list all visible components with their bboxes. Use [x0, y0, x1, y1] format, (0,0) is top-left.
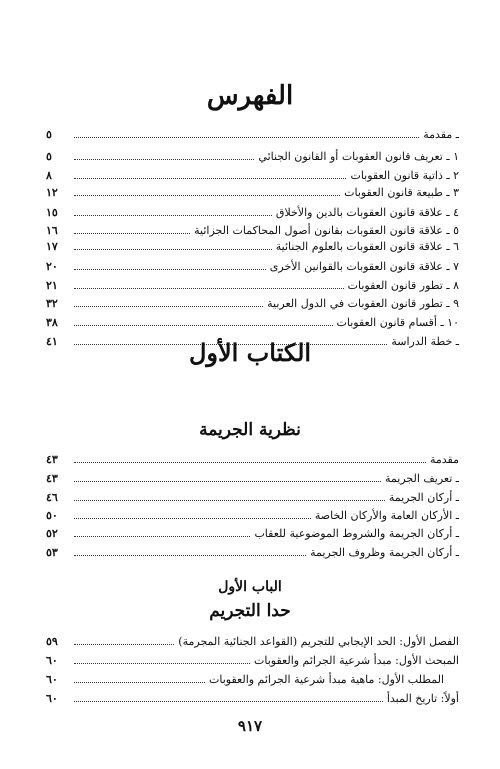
- toc-label: ٥ ـ علاقة قانون العقوبات بقانون أصول المحاكمات الجزائية: [194, 224, 459, 237]
- toc-row: [46, 126, 459, 143]
- dot-leader: [74, 671, 205, 683]
- dot-leader: [74, 238, 272, 250]
- toc-row: [46, 204, 459, 221]
- toc-page-number: ٤٦: [46, 491, 58, 504]
- toc-row: [46, 451, 459, 468]
- toc-label: مقدمة: [429, 453, 459, 466]
- toc-label: الفصل الأول: الحد الإيجابي للتجريم (القواعد الجنائية المجرمة): [178, 635, 459, 648]
- toc-label: ـ أركان الجريمة والشروط الموضوعية للعقاب: [254, 527, 459, 540]
- toc-page-number: ٥٣: [46, 546, 58, 559]
- toc-row: [46, 184, 459, 201]
- toc-page-number: ٥: [46, 150, 52, 163]
- toc-row: [46, 544, 459, 561]
- dot-leader: [74, 470, 381, 482]
- toc-page-number: ٣٨: [46, 316, 58, 329]
- dot-leader: [74, 222, 190, 234]
- part-title: الباب الأول: [218, 579, 282, 595]
- toc-row: [46, 222, 459, 239]
- book-subtitle: نظرية الجريمة: [199, 420, 301, 440]
- toc-label: ـ أركان الجريمة وظروف الجريمة: [310, 546, 459, 559]
- toc-page-number: ١٦: [46, 224, 58, 237]
- toc-page-number: ٢١: [46, 279, 58, 292]
- toc-row: [46, 671, 444, 688]
- toc-label: ٣ ـ طبيعة قانون العقوبات: [344, 186, 459, 199]
- toc-row: [46, 525, 459, 542]
- dot-leader: [74, 295, 263, 307]
- toc-label: ـ مقدمة: [423, 128, 459, 141]
- toc-label: ١٠ ـ أقسام قانون العقوبات: [336, 316, 459, 329]
- dot-leader: [74, 690, 383, 702]
- toc-row: [46, 489, 459, 506]
- toc-page-number: ٥٠: [46, 509, 58, 522]
- dot-leader: [74, 277, 344, 289]
- toc-page-number: ٦٠: [46, 654, 58, 667]
- dot-leader: [74, 258, 266, 270]
- toc-label: ـ أركان الجريمة: [388, 491, 459, 504]
- page-number: ٩١٧: [237, 717, 263, 735]
- dot-leader: [74, 314, 333, 326]
- toc-page-number: ٦٠: [46, 673, 58, 686]
- toc-row: [46, 277, 459, 294]
- toc-row: [46, 652, 459, 669]
- toc-row: [46, 148, 459, 165]
- toc-row: [46, 295, 459, 312]
- toc-page-number: ١٢: [46, 186, 58, 199]
- part-subtitle: حدا التجريم: [209, 601, 291, 621]
- dot-leader: [74, 451, 426, 463]
- toc-row: [46, 470, 459, 487]
- dot-leader: [74, 204, 272, 216]
- dot-leader: [74, 525, 250, 537]
- toc-label: ـ الأركان العامة والأركان الخاصة: [314, 509, 459, 522]
- toc-page-number: ١٥: [46, 206, 58, 219]
- dot-leader: [74, 652, 250, 664]
- toc-page-number: ١٧: [46, 240, 58, 253]
- toc-page-number: ٨: [46, 169, 52, 182]
- toc-row: [46, 507, 459, 524]
- toc-label: ٧ ـ علاقة قانون العقوبات بالقوانين الأخرى: [269, 260, 459, 273]
- dot-leader: [74, 507, 311, 519]
- toc-page-number: ٤٣: [46, 453, 58, 466]
- toc-label: ٤ ـ علاقة قانون العقوبات بالدين والأخلاق: [275, 206, 459, 219]
- toc-row: [46, 633, 459, 650]
- dot-leader: [74, 633, 174, 645]
- dot-leader: [74, 184, 340, 196]
- dot-leader: [74, 489, 385, 501]
- toc-label: المبحث الأول: مبدأ شرعية الجرائم والعقوبات: [254, 654, 459, 667]
- toc-page-number: ٣٢: [46, 297, 58, 310]
- toc-row: [46, 167, 459, 184]
- toc-page-number: ٥: [46, 128, 52, 141]
- toc-row: [46, 258, 459, 275]
- toc-label: ٨ ـ تطور قانون العقوبات: [347, 279, 459, 292]
- toc-page-number: ٤١: [46, 335, 58, 348]
- toc-row: [46, 238, 459, 255]
- toc-label: ٩ ـ تطور قانون العقوبات في الدول العربية: [267, 297, 459, 310]
- toc-label: ١ ـ تعريف قانون العقوبات أو القانون الجنائي: [258, 150, 459, 163]
- toc-label: المطلب الأول: ماهية مبدأ شرعية الجرائم والعقوبات: [209, 673, 444, 686]
- dot-leader: [74, 148, 254, 160]
- toc-page-number: ٤٣: [46, 472, 58, 485]
- toc-label: ـ تعريف الجريمة: [385, 472, 459, 485]
- toc-row: [46, 314, 459, 331]
- toc-label: ٢ ـ ذاتية قانون العقوبات: [350, 169, 459, 182]
- toc-label: أولاً: تاريخ المبدأ: [386, 692, 459, 705]
- toc-page-number: ٥٢: [46, 527, 58, 540]
- toc-label: ٦ ـ علاقة قانون العقوبات بالعلوم الجنائية: [275, 240, 459, 253]
- dot-leader: [74, 544, 306, 556]
- dot-leader: [74, 167, 346, 179]
- toc-row: [46, 690, 459, 707]
- toc-label: ـ خطة الدراسة: [391, 335, 459, 348]
- toc-page-number: ٢٠: [46, 260, 58, 273]
- toc-page-number: ٥٩: [46, 635, 58, 648]
- book-title: الكتاب الأول: [188, 338, 312, 367]
- dot-leader: [74, 126, 419, 138]
- index-title: الفهرس: [206, 81, 294, 111]
- toc-page-number: ٦٠: [46, 692, 58, 705]
